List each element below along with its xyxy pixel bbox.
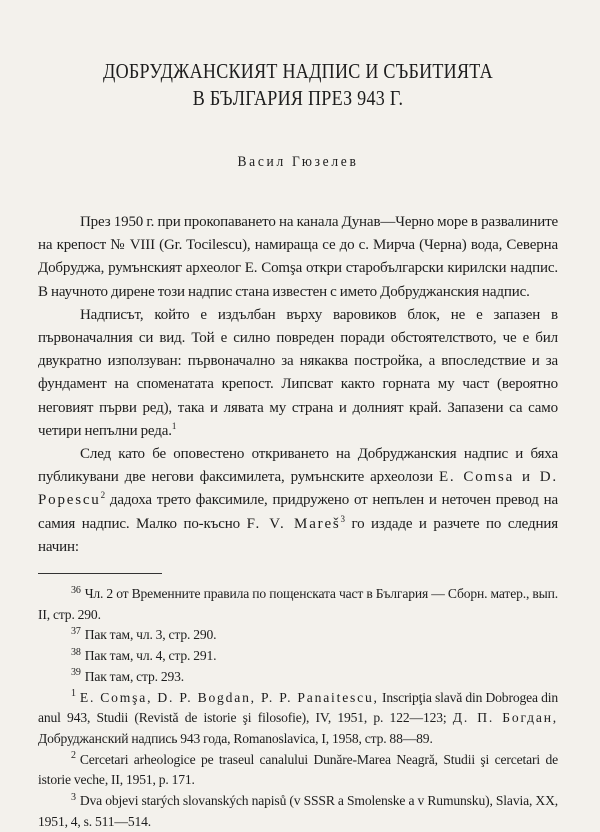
footnote-divider bbox=[38, 573, 162, 574]
paragraph-2 bbox=[38, 304, 558, 443]
footnote-number: 39 bbox=[71, 667, 81, 679]
footnote-38 bbox=[38, 646, 558, 667]
footnote-ref-3: 3 bbox=[340, 513, 345, 524]
paragraph-3 bbox=[38, 443, 558, 559]
paragraph-1: През 1950 г. при прокопаването на канала Дунав—Черно море в развалините на крепост № VIII (Gr. Tocilescu), намираща се до с. Мирча (Черна) вода, Северна Добруджа, румънският археолог Е. Comşa откри старобългарски кирилски надпис. В научното дирене този надпис стана известен с името Добруджанския надпис. bbox=[38, 214, 558, 300]
footnote-ref-2: 2 bbox=[100, 490, 105, 501]
article-body bbox=[38, 211, 558, 559]
footnote-number: 2 bbox=[71, 750, 76, 762]
footnote-text: Dva objevi starých slovanských napisů (v SSSR a Smolenske a v Rumunsku), Slavia, XX, 1951, 4, s. 511—514. bbox=[38, 793, 558, 829]
footnote-number: 3 bbox=[71, 791, 76, 803]
footnote-text: Пак там, стр. 293. bbox=[84, 668, 185, 684]
article-title bbox=[74, 58, 521, 112]
paragraph-3-part-c: го издаде и разчете по следния начин: bbox=[38, 515, 558, 555]
footnote-39 bbox=[38, 667, 558, 688]
title-line-1: ДОБРУДЖАНСКИЯТ НАДПИС И СЪБИТИЯТА bbox=[102, 59, 493, 83]
footnote-text: Inscripţia slavă din Dobrogea din anul 943, Studii (Revistă de istorie şi filosofie), IV, 1951, p. 122—123; bbox=[38, 689, 558, 726]
footnote-authors-2: Д. П. Богдан, bbox=[452, 710, 559, 726]
footnote-text: Чл. 2 от Временните правила по пощенската част в България — Сборн. матер., вып. II, стр. 290. bbox=[38, 586, 558, 622]
footnote-number: 1 bbox=[71, 688, 76, 700]
footnote-text-2: Добруджанский надпись 943 года, Romanoslavica, I, 1958, стр. 88—89. bbox=[38, 730, 433, 746]
footnotes bbox=[38, 584, 558, 832]
footnote-3 bbox=[38, 791, 558, 832]
footnote-number: 36 bbox=[71, 584, 81, 596]
footnote-37 bbox=[38, 625, 558, 646]
footnote-text: Пак там, чл. 4, стр. 291. bbox=[84, 648, 217, 664]
paragraph-3-mares: F. V. Mareš bbox=[246, 515, 341, 532]
footnote-text: Пак там, чл. 3, стр. 290. bbox=[84, 627, 217, 643]
title-line-2: В БЪЛГАРИЯ ПРЕЗ 943 Г. bbox=[192, 86, 404, 110]
paragraph-3-part-a: След като бе оповестено откриването на Добруджанския надпис и бяха публикувани две негови факсимилета, румънските археолози bbox=[38, 446, 558, 486]
paragraph-2-text: Надписът, който е издълбан върху варовиков блок, не е запазен в първоначалния си вид. Той е силно повреден поради обстоятелството, че е бил двукратно използуван: първоначално за някаква постройка, а впоследствие и за фундамент на споменатата крепост. Липсват както горната му част (вероятно неговият първи ред), така и лявата му страна и долният край. Запазени са само четири непълни реда. bbox=[38, 306, 558, 439]
footnote-number: 37 bbox=[71, 625, 81, 637]
footnote-ref-1: 1 bbox=[171, 420, 177, 431]
author-name: Васил Гюзелев bbox=[237, 154, 359, 170]
paragraph-3-part-b: дадоха трето факсимиле, придружено от непълен и неточен превод на самия надпис. Малко по-късно bbox=[38, 492, 558, 532]
footnote-number: 38 bbox=[71, 646, 81, 658]
footnote-text: Cercetari arheologice pe traseul canalului Dunăre-Marea Neagră, Studii şi cercetari de istorie veche, II, 1951, p. 171. bbox=[38, 751, 558, 788]
footnote-36 bbox=[38, 584, 558, 625]
footnote-1 bbox=[38, 688, 558, 750]
footnote-authors: E. Comşa, D. P. Bogdan, P. P. Panaitescu, bbox=[79, 689, 379, 705]
paragraph-3-authors: Е. Comsa и D. Popescu bbox=[38, 469, 558, 509]
footnote-2 bbox=[38, 750, 558, 791]
